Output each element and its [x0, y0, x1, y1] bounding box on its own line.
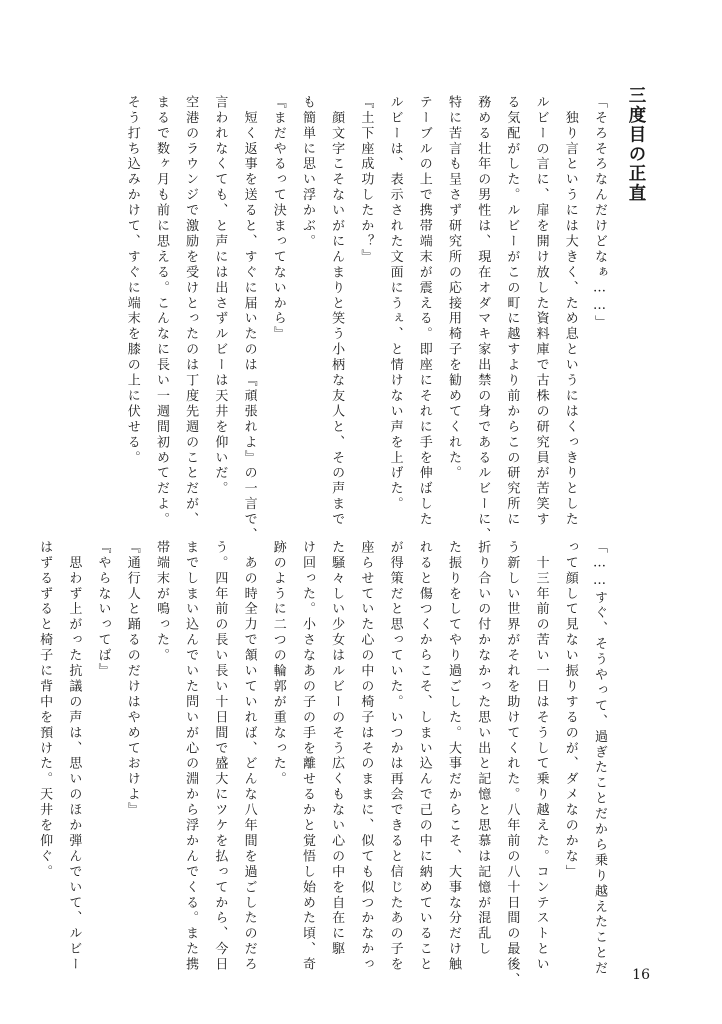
page-number: 16 [632, 967, 650, 983]
text-line: た振りをしてやり過ごした。大事だからこそ、大事な分だけ触 [445, 540, 461, 973]
text-line: 独り言というには大きく、ため息というにはくっきりとした [562, 95, 578, 528]
text-line: 跡のように二つの輪郭が重なった。 [270, 540, 286, 788]
text-line: 言われなくても、と声には出さずルビーは天井を仰いだ。 [212, 95, 228, 497]
text-line: までしまい込んでいた問いが心の淵から浮かんでくる。また携 [183, 540, 199, 973]
text-line: け回った。小さなあの子の手を離せるかと覚悟し始めた頃、奇 [299, 540, 315, 973]
text-line: って顔して見ない振りするのが、ダメなのかな」 [562, 540, 578, 880]
text-block-top [118, 95, 614, 544]
text-line: そう打ち込みかけて、すぐに端末を膝の上に伏せる。 [124, 95, 140, 466]
text-block-bottom [30, 540, 614, 989]
text-line: 顔文字こそないがにんまりと笑う小柄な友人と、その声まで [329, 95, 345, 528]
text-line: が得策だと思っていた。いつかは再会できると信じたあの子を [387, 540, 403, 973]
chapter-title: 三度目の正直 [626, 86, 646, 203]
text-line: 折り合いの付かなかった思い出と記憶と思慕は記憶が混乱し [475, 540, 491, 958]
text-line: 務める壮年の男性は、現在オダマキ家出禁の身であるルビーに、 [475, 95, 491, 544]
text-line: 『通行人と踊るのだけはやめておけよ』 [124, 540, 140, 819]
text-line: 空港のラウンジで激励を受けとったのは丁度先週のことだが、 [183, 95, 199, 528]
text-line: 『まだやるって決まってないから』 [270, 95, 286, 343]
text-line: る気配がした。ルビーがこの町に越すより前からこの研究所に [504, 95, 520, 528]
text-line: テーブルの上で携帯端末が震える。即座にそれに手を伸ばした [416, 95, 432, 528]
text-line: 『土下座成功したか？』 [358, 95, 374, 265]
text-line: ルビーの言に、扉を開け放した資料庫で古株の研究員が苦笑す [533, 95, 549, 528]
text-line: ルビーは、表示された文面にうぇ、と情けない声を上げた。 [387, 95, 403, 513]
text-line: た騒々しい少女はルビーのそう広くもない心の中を自在に駆 [329, 540, 345, 958]
text-line: 十三年前の苦い一日はそうして乗り越えた。コンテストとい [533, 540, 549, 973]
text-line: 「……すぐ、そうやって、過ぎたことだから乗り越えたことだ [592, 540, 607, 977]
text-line: も簡単に思い浮かぶ。 [299, 95, 315, 250]
text-line: 短く返事を送ると、すぐに届いたのは『頑張れよ』の一言で、 [241, 95, 257, 544]
text-line: 『やらないってば』 [95, 540, 111, 680]
text-line: 「そろそろなんだけどなぁ……」 [592, 95, 607, 331]
text-line: まるで数ヶ月も前に思える。こんなに長い一週間初めてだよ。 [153, 95, 169, 528]
text-line: 座らせていた心の中の椅子はそのままに、似ても似つかなかっ [358, 540, 374, 973]
text-line: 思わず上がった抗議の声は、思いのほか弾んでいて、ルビー [66, 540, 82, 973]
text-line: あの時全力で頷いていれば、どんな八年間を過ごしたのだろ [241, 540, 257, 973]
text-line: れると傷つくからこそ、しまい込んで己の中に納めていること [416, 540, 432, 973]
text-line: う。四年前の長い長い十日間で盛大にツケを払ってから、今日 [212, 540, 228, 973]
text-line: はずるずると椅子に背中を預けた。天井を仰ぐ。 [37, 540, 53, 880]
text-line: 帯端末が鳴った。 [153, 540, 169, 664]
text-line: 特に苦言も呈さず研究所の応接用椅子を勧めてくれた。 [445, 95, 461, 482]
text-line: う新しい世界がそれを助けてくれた。八年前の八十日間の最後、 [504, 540, 520, 989]
